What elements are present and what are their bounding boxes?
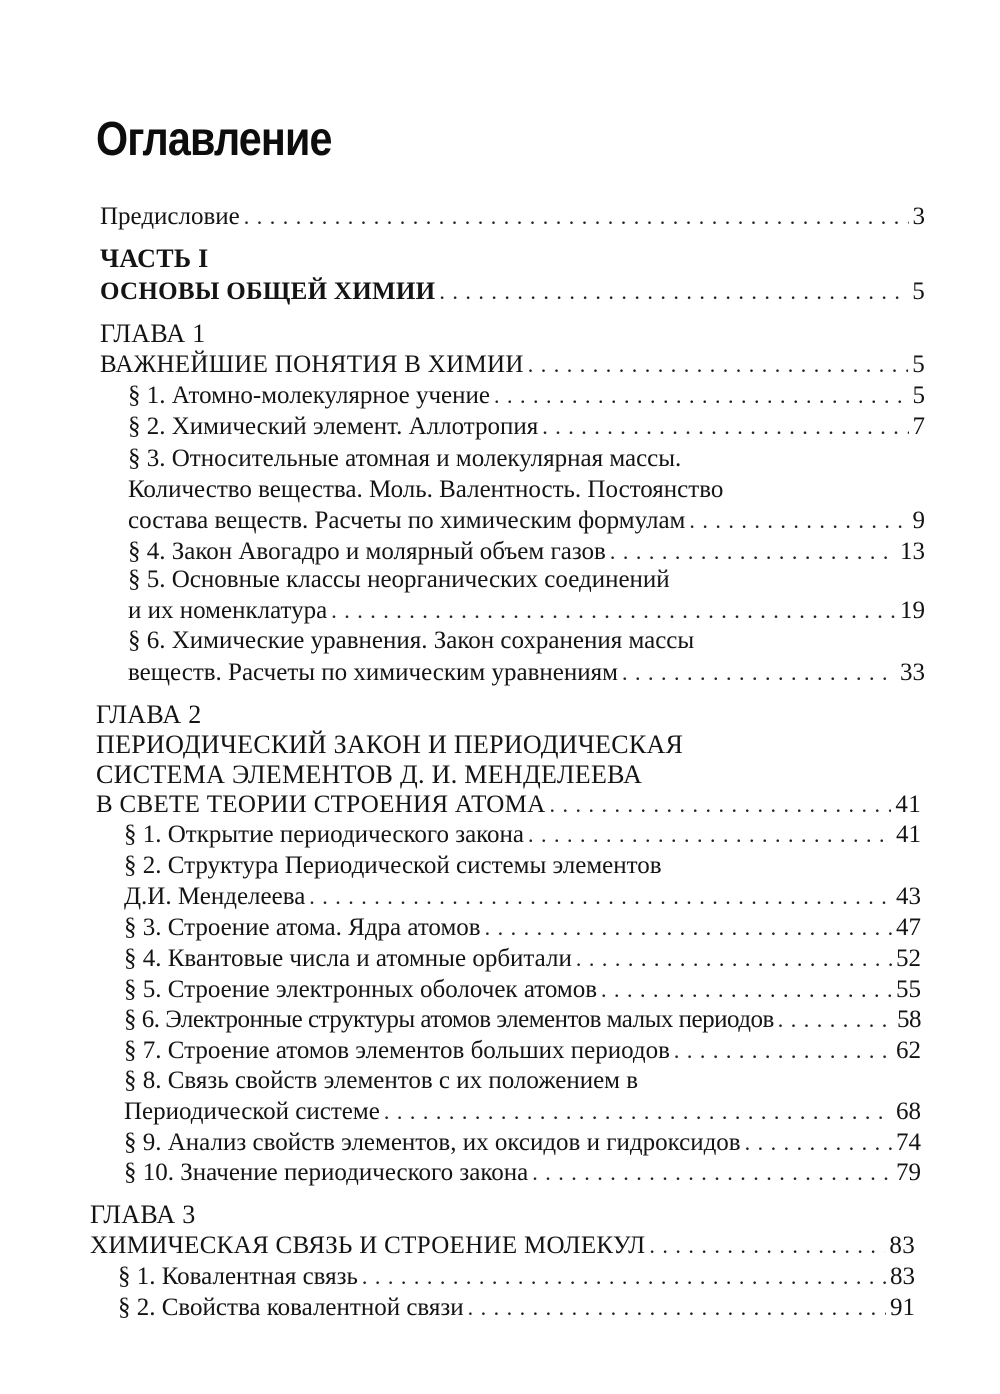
dot-leader [485, 913, 892, 943]
page-number: 9 [912, 507, 925, 534]
toc-section[interactable] [124, 1158, 921, 1188]
dot-leader [468, 1293, 886, 1323]
section-title: Периодической системе [124, 1098, 380, 1125]
page-number: 83 [890, 1263, 915, 1290]
dot-leader [550, 790, 892, 820]
section-title: § 2. Свойства ковалентной связи [118, 1294, 464, 1321]
section-title-line: § 3. Относительные атомная и молекулярная массы. [128, 445, 682, 472]
dot-leader [362, 1262, 886, 1292]
page-number: 41 [896, 821, 921, 848]
toc-section[interactable] [128, 537, 925, 567]
page-number: 62 [896, 1037, 921, 1064]
toc-entry-preface[interactable] [100, 202, 925, 232]
section-title: и их номенклатура [128, 597, 328, 624]
section-title: Д.И. Менделеева [124, 883, 306, 910]
section-title-line: Количество вещества. Моль. Валентность. Постоянство [128, 476, 724, 503]
toc-section[interactable] [128, 596, 925, 626]
page-number: 5 [912, 382, 925, 409]
toc-section[interactable] [124, 1005, 921, 1035]
dot-leader [601, 975, 892, 1005]
toc-section[interactable] [118, 1262, 915, 1292]
section-title: § 4. Закон Авогадро и молярный объем газов [128, 538, 606, 565]
chapter-label: ГЛАВА 1 [100, 319, 206, 348]
toc-entry-part-1[interactable] [100, 277, 925, 307]
toc-section[interactable] [128, 412, 925, 442]
section-title-line: § 2. Структура Периодической системы элементов [124, 852, 662, 879]
section-title-line: § 8. Связь свойств элементов с их положением в [124, 1067, 639, 1094]
chapter-label: ГЛАВА 2 [96, 700, 202, 729]
toc-entry-chapter-2[interactable] [96, 790, 921, 820]
toc-entry-label: Предисловие [100, 203, 240, 230]
dot-leader [778, 1005, 893, 1035]
dot-leader [542, 412, 908, 442]
toc-section[interactable] [124, 975, 921, 1005]
toc-section[interactable] [124, 1097, 921, 1127]
section-title: § 1. Ковалентная связь [118, 1263, 358, 1290]
toc-section[interactable] [128, 381, 925, 411]
page-number: 7 [912, 413, 925, 440]
page-number: 68 [896, 1098, 921, 1125]
toc-section[interactable] [124, 1128, 921, 1158]
section-title: веществ. Расчеты по химическим уравнениям [128, 659, 618, 686]
chapter-title: ВАЖНЕЙШИЕ ПОНЯТИЯ В ХИМИИ [100, 351, 524, 378]
page-number: 33 [900, 659, 925, 686]
page-number: 91 [890, 1294, 915, 1321]
dot-leader [689, 506, 908, 536]
dot-leader [649, 1231, 885, 1261]
toc-section[interactable] [124, 944, 921, 974]
dot-leader [309, 882, 892, 912]
section-title: § 1. Атомно-молекулярное учение [128, 382, 490, 409]
part-title: ОСНОВЫ ОБЩЕЙ ХИМИИ [100, 278, 436, 305]
section-title: § 1. Открытие периодического закона [124, 821, 525, 848]
dot-leader [622, 658, 896, 688]
page-number: 43 [896, 883, 921, 910]
toc-section[interactable] [124, 820, 921, 850]
page-number: 79 [896, 1159, 921, 1186]
section-title-line: § 5. Основные классы неорганических соединений [128, 566, 670, 593]
toc-section[interactable] [128, 658, 925, 688]
section-title: § 10. Значение периодического закона [124, 1159, 529, 1186]
toc-section[interactable] [128, 506, 925, 536]
dot-leader [745, 1128, 892, 1158]
section-title: § 9. Анализ свойств элементов, их оксидов и гидроксидов [124, 1129, 741, 1156]
chapter-title-line: ПЕРИОДИЧЕСКИЙ ЗАКОН И ПЕРИОДИЧЕСКАЯ [96, 730, 684, 759]
page-number: 74 [896, 1129, 921, 1156]
section-title: состава веществ. Расчеты по химическим формулам [128, 507, 686, 534]
dot-leader [528, 350, 909, 380]
dot-leader [528, 820, 892, 850]
page-number: 47 [896, 914, 921, 941]
toc-section[interactable] [124, 913, 921, 943]
chapter-title: В СВЕТЕ ТЕОРИИ СТРОЕНИЯ АТОМА [96, 791, 546, 818]
page-number: 83 [889, 1232, 915, 1259]
section-title: § 7. Строение атомов элементов больших периодов [124, 1037, 670, 1064]
dot-leader [674, 1036, 892, 1066]
section-title: § 5. Строение электронных оболочек атомов [124, 976, 598, 1003]
page-number: 41 [895, 791, 921, 818]
page-number: 13 [900, 538, 925, 565]
chapter-label: ГЛАВА 3 [90, 1200, 196, 1229]
section-title: § 2. Химический элемент. Аллотропия [128, 413, 539, 440]
chapter-title: ХИМИЧЕСКАЯ СВЯЗЬ И СТРОЕНИЕ МОЛЕКУЛ [90, 1232, 646, 1259]
page-number: 5 [912, 351, 925, 378]
page-number: 55 [896, 976, 921, 1003]
section-title: § 6. Электронные структуры атомов элементов малых периодов [124, 1006, 774, 1033]
page-title: Оглавление [96, 113, 332, 166]
toc-section[interactable] [124, 1036, 921, 1066]
chapter-title-line: СИСТЕМА ЭЛЕМЕНТОВ Д. И. МЕНДЕЛЕЕВА [96, 760, 643, 789]
page-number: 58 [897, 1006, 921, 1033]
toc-section[interactable] [124, 882, 921, 912]
dot-leader [384, 1097, 892, 1127]
toc-section[interactable] [118, 1293, 915, 1323]
section-title: § 4. Квантовые числа и атомные орбитали [124, 945, 572, 972]
dot-leader [494, 381, 909, 411]
dot-leader [244, 202, 909, 232]
part-label: ЧАСТЬ I [100, 244, 209, 273]
dot-leader [331, 596, 896, 626]
page-number: 5 [912, 278, 925, 305]
toc-entry-chapter-3[interactable] [90, 1231, 915, 1261]
page-number: 19 [900, 597, 925, 624]
dot-leader [439, 277, 908, 307]
toc-entry-chapter-1[interactable] [100, 350, 925, 380]
section-title-line: § 6. Химические уравнения. Закон сохранения массы [128, 627, 695, 654]
dot-leader [532, 1158, 892, 1188]
dot-leader [610, 537, 896, 567]
page-number: 52 [896, 945, 921, 972]
section-title: § 3. Строение атома. Ядра атомов [124, 914, 481, 941]
dot-leader [576, 944, 892, 974]
page-number: 3 [912, 203, 925, 230]
